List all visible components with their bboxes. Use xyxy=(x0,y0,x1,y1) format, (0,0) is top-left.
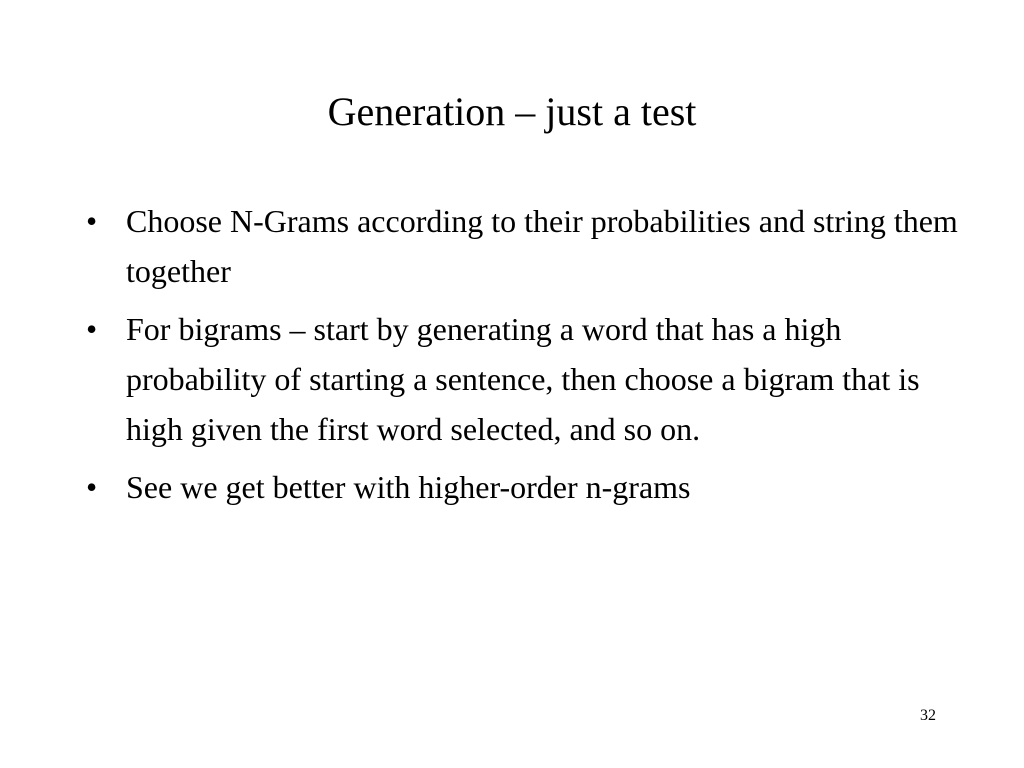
bullet-list xyxy=(86,196,966,520)
page-number: 32 xyxy=(920,707,936,724)
bullet-dot: • xyxy=(86,203,98,239)
bullet-dot: • xyxy=(86,311,98,347)
bullet-item xyxy=(86,196,966,296)
bullet-item xyxy=(86,462,966,512)
bullet-dot: • xyxy=(86,469,98,505)
bullet-item xyxy=(86,304,966,454)
bullet-text: For bigrams – start by generating a word that has a high probability of starting a sentence, then choose a bigram that is high given the first word selected, and so on. xyxy=(126,311,920,447)
bullet-text: Choose N-Grams according to their probabilities and string them together xyxy=(126,203,958,289)
bullet-text: See we get better with higher-order n-grams xyxy=(126,469,691,505)
slide-title: Generation – just a test xyxy=(327,89,697,134)
